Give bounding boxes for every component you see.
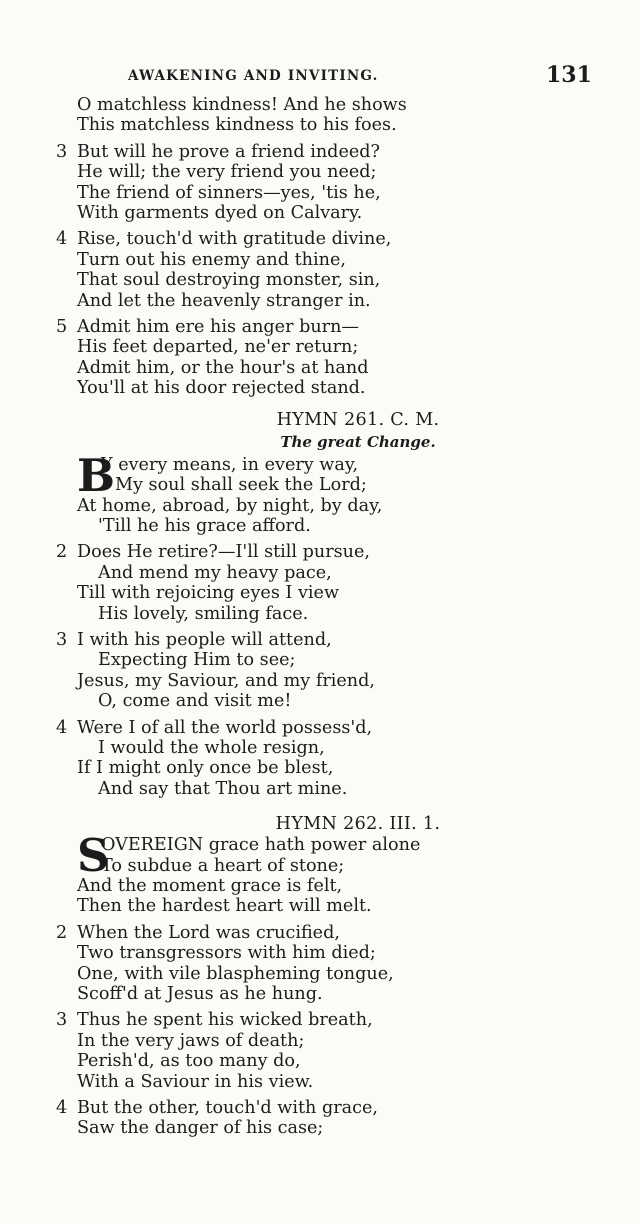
running-head: AWAKENING AND INVITING. bbox=[128, 68, 379, 84]
verse-line: Admit him ere his anger burn— bbox=[77, 317, 360, 338]
verse-line: Saw the danger of his case; bbox=[77, 1118, 324, 1139]
verse-line: Two transgressors with him died; bbox=[77, 943, 376, 964]
hymn-262-title: HYMN 262. III. 1. bbox=[275, 814, 441, 835]
verse-number: 4 bbox=[56, 717, 68, 738]
page-content bbox=[56, 95, 616, 1145]
verse-line: Rise, touch'd with gratitude divine, bbox=[77, 229, 392, 250]
verse bbox=[56, 1098, 616, 1139]
verse-line: To subdue a heart of stone; bbox=[101, 855, 345, 876]
verse-line: His feet departed, ne'er return; bbox=[77, 337, 359, 358]
verse-line: At home, abroad, by night, by day, bbox=[77, 495, 383, 516]
verse-line: Jesus, my Saviour, and my friend, bbox=[77, 670, 375, 691]
verse-number: 2 bbox=[56, 542, 68, 563]
verse-line: And mend my heavy pace, bbox=[98, 562, 332, 583]
verse-line: With garments dyed on Calvary. bbox=[77, 203, 363, 224]
hymn-261-first-verse bbox=[56, 448, 616, 537]
verse-number: 3 bbox=[56, 141, 68, 162]
verse-number: 5 bbox=[56, 317, 68, 338]
verse-line: One, with vile blaspheming tongue, bbox=[77, 963, 394, 984]
verse-line: Y every means, in every way, bbox=[101, 454, 359, 475]
verse-line: You'll at his door rejected stand. bbox=[77, 378, 366, 399]
verse-line: 'Till he his grace afford. bbox=[98, 515, 311, 536]
verse-number: 4 bbox=[56, 229, 68, 250]
drop-cap: B bbox=[77, 448, 116, 502]
verse-line: He will; the very friend you need; bbox=[77, 162, 377, 183]
verse-number: 4 bbox=[56, 1098, 68, 1119]
verse-line: Thus he spent his wicked breath, bbox=[77, 1010, 373, 1031]
verse-line: In the very jaws of death; bbox=[77, 1030, 305, 1051]
verse-line: With a Saviour in his view. bbox=[77, 1071, 314, 1092]
verse-line: Turn out his enemy and thine, bbox=[77, 249, 346, 270]
hymn-261-title: HYMN 261. C. M. bbox=[276, 409, 440, 430]
hymn-262-first-verse bbox=[56, 829, 616, 917]
verse-line: Till with rejoicing eyes I view bbox=[77, 583, 340, 604]
verse-line: When the Lord was crucified, bbox=[77, 922, 340, 943]
page-number: 131 bbox=[546, 62, 592, 88]
verse-line: If I might only once be blest, bbox=[77, 758, 334, 779]
verse-line: O matchless kindness! And he shows bbox=[77, 95, 407, 115]
verse-line: Then the hardest heart will melt. bbox=[77, 896, 372, 917]
verse-line: OVEREIGN grace hath power alone bbox=[101, 835, 421, 856]
page-header bbox=[0, 62, 640, 92]
verse-line: And the moment grace is felt, bbox=[77, 876, 343, 896]
verse bbox=[56, 229, 616, 311]
verse-line: But the other, touch'd with grace, bbox=[77, 1098, 378, 1119]
verse-line: And say that Thou art mine. bbox=[98, 778, 348, 799]
verse-continuation bbox=[56, 95, 616, 136]
verse-number: 2 bbox=[56, 922, 68, 943]
verse bbox=[56, 542, 616, 624]
verse-line: Perish'd, as too many do, bbox=[77, 1051, 301, 1072]
verse-line: But will he prove a friend indeed? bbox=[77, 141, 380, 162]
verse bbox=[56, 718, 616, 800]
verse-line: That soul destroying monster, sin, bbox=[77, 270, 381, 291]
verse-line: Scoff'd at Jesus as he hung. bbox=[77, 984, 323, 1005]
hymn-261-subtitle: The great Change. bbox=[280, 432, 436, 451]
verse bbox=[56, 1010, 616, 1092]
verse-line: I would the whole resign, bbox=[98, 737, 325, 758]
verse-number: 3 bbox=[56, 1010, 68, 1031]
verse bbox=[56, 923, 616, 1005]
verse-line: His lovely, smiling face. bbox=[98, 603, 309, 624]
verse-line: Were I of all the world possess'd, bbox=[77, 717, 373, 738]
verse-line: This matchless kindness to his foes. bbox=[77, 115, 397, 136]
verse-line: And let the heavenly stranger in. bbox=[77, 290, 371, 311]
drop-cap: S bbox=[77, 829, 110, 883]
verse-line: The friend of sinners—yes, 'tis he, bbox=[77, 182, 381, 203]
verse-line: Does He retire?—I'll still pursue, bbox=[77, 542, 371, 563]
verse bbox=[56, 317, 616, 399]
verse-line: My soul shall seek the Lord; bbox=[115, 475, 367, 496]
verse-line: I with his people will attend, bbox=[77, 629, 332, 650]
verse-line: Admit him, or the hour's at hand bbox=[77, 357, 369, 378]
verse-line: Expecting Him to see; bbox=[98, 650, 296, 671]
verse bbox=[56, 142, 616, 224]
verse-number: 3 bbox=[56, 629, 68, 650]
verse-line: O, come and visit me! bbox=[98, 691, 292, 712]
verse bbox=[56, 630, 616, 712]
